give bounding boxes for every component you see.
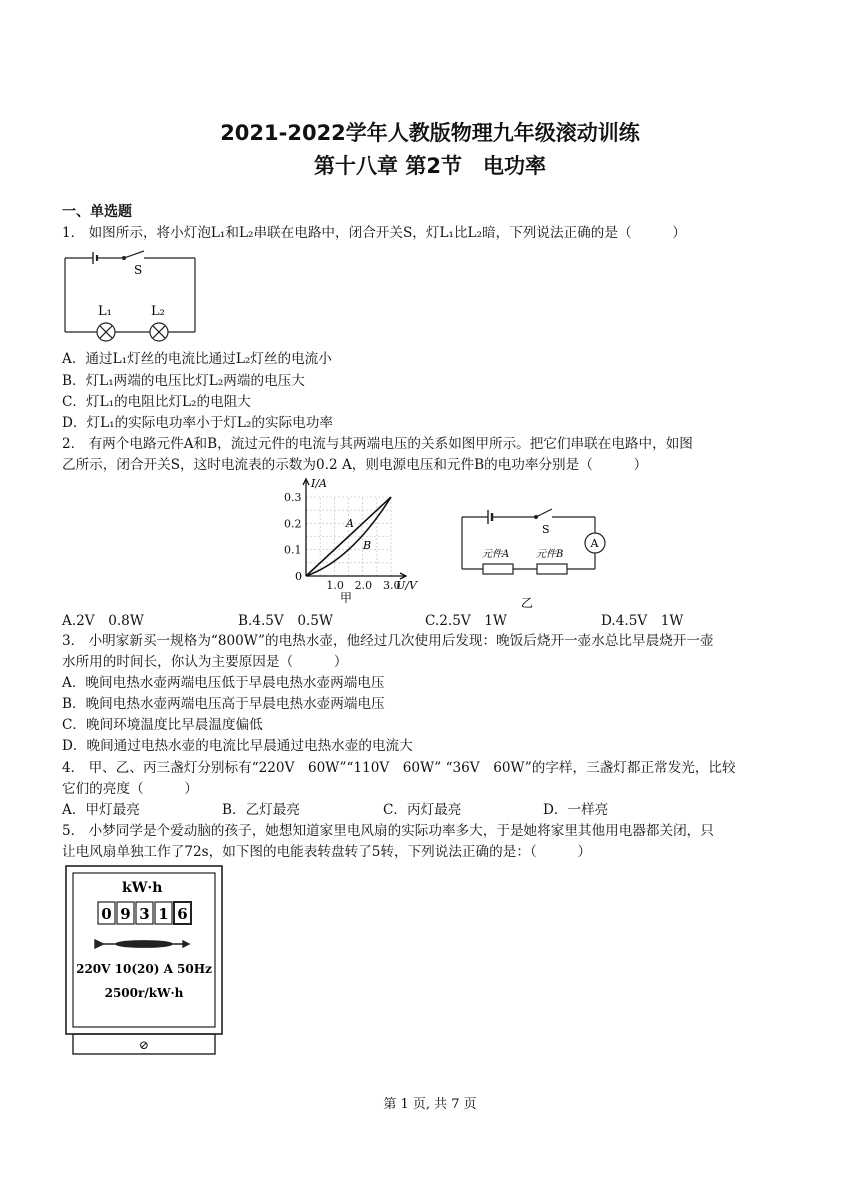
meter-digit: 9 <box>120 905 131 923</box>
y-tick-label: 0.2 <box>284 517 302 531</box>
page-footer: 第 1 页, 共 7 页 <box>383 1097 477 1112</box>
graph-caption: 甲 <box>340 591 353 605</box>
q1-option-a: A．通过L₁灯丝的电流比通过L₂灯丝的电流小 <box>62 351 332 367</box>
graph-origin-label: 0 <box>295 570 302 583</box>
meter-digit: 3 <box>139 905 150 923</box>
q4-option-a: A．甲灯最亮 <box>62 802 140 818</box>
circuit2-caption: 乙 <box>521 596 534 610</box>
q4-stem-line2: 它们的亮度（ ） <box>62 781 198 797</box>
q1-option-c: C．灯L₁的电阻比灯L₂的电阻大 <box>62 394 251 410</box>
q1-l2-label: L₂ <box>151 304 165 319</box>
q4-stem-line1: 4． 甲、乙、丙三盏灯分别标有“220V 60W”“110V 60W” “36V 60W”的字样，三盏灯都正常发光，比较 <box>62 760 736 776</box>
circuit2-element-a-label: 元件A <box>482 549 510 560</box>
q2-option-a: A.2V 0.8W <box>62 613 144 629</box>
meter-digit: 0 <box>101 905 112 923</box>
q5-energy-meter <box>64 864 224 1056</box>
q1-option-d: D．灯L₁的实际电功率小于灯L₂的实际电功率 <box>62 415 333 431</box>
section-heading: 一、单选题 <box>62 204 132 220</box>
circuit2-ammeter-label: A <box>590 537 599 550</box>
q3-stem-line2: 水所用的时间长，你认为主要原因是（ ） <box>62 654 348 670</box>
q5-stem-line2: 让电风扇单独工作了72s，如下图的电能表转盘转了5转，下列说法正确的是：（ ） <box>62 844 592 860</box>
q2-iu-graph <box>278 476 428 608</box>
q2-stem-line1: 2． 有两个电路元件A和B，流过元件的电流与其两端电压的关系如图甲所示。把它们串联在电路中，如图 <box>62 436 693 452</box>
q4-option-c: C．丙灯最亮 <box>383 802 462 818</box>
graph-curve-a-label: A <box>346 517 354 530</box>
q4-option-b: B．乙灯最亮 <box>222 802 300 818</box>
doc-title-line2: 第十八章 第2节 电功率 <box>314 154 546 178</box>
q3-option-a: A．晚间电热水壶两端电压低于早晨电热水壶两端电压 <box>62 675 385 691</box>
meter-unit: kW·h <box>122 880 163 896</box>
x-tick-label: 3.0 <box>383 579 401 592</box>
doc-title-line1: 2021-2022学年人教版物理九年级滚动训练 <box>220 121 640 145</box>
x-tick-label: 1.0 <box>326 579 344 592</box>
meter-digit: 1 <box>158 905 169 923</box>
q1-option-b: B．灯L₁两端的电压比灯L₂两端的电压大 <box>62 373 305 389</box>
y-tick-label: 0.1 <box>284 543 302 557</box>
x-tick-label: 2.0 <box>354 579 373 592</box>
q3-option-d: D．晚间通过电热水壶的电流比早晨通过电热水壶的电流大 <box>62 738 413 754</box>
meter-spec: 220V 10(20) A 50Hz <box>76 962 212 976</box>
meter-digit: 6 <box>177 905 188 923</box>
q2-stem-line2: 乙所示，闭合开关S，这时电流表的示数为0.2 A，则电源电压和元件B的电功率分别是（ ） <box>62 457 648 473</box>
q2-series-circuit <box>455 505 615 611</box>
meter-screw-icon: ⊘ <box>138 1038 150 1052</box>
q3-option-c: C．晚间环境温度比早晨温度偏低 <box>62 717 263 733</box>
q5-stem-line1: 5． 小梦同学是个爱动脑的孩子，她想知道家里电风扇的实际功率多大，于是她将家里其他用电器都关闭，只 <box>62 823 714 839</box>
circuit2-switch-label: S <box>542 523 550 536</box>
graph-x-axis-label: U/V <box>396 579 417 592</box>
q3-stem-line1: 3． 小明家新买一规格为“800W”的电热水壶，他经过几次使用后发现：晚饭后烧开一壶水总比早晨烧开一壶 <box>62 633 714 649</box>
q2-option-b: B.4.5V 0.5W <box>238 613 333 629</box>
q3-option-b: B．晚间电热水壶两端电压高于早晨电热水壶两端电压 <box>62 696 385 712</box>
q1-circuit-figure <box>60 250 200 348</box>
q4-option-d: D．一样亮 <box>543 802 609 818</box>
q2-option-c: C.2.5V 1W <box>425 613 507 629</box>
q1-switch-label: S <box>134 263 143 277</box>
q2-option-d: D.4.5V 1W <box>601 613 684 629</box>
graph-curve-b-label: B <box>363 539 372 552</box>
graph-y-axis-label: I/A <box>311 477 327 490</box>
q1-l1-label: L₁ <box>98 304 112 319</box>
q1-stem: 1． 如图所示，将小灯泡L₁和L₂串联在电路中，闭合开关S，灯L₁比L₂暗，下列说法正确的是（ ） <box>62 225 686 241</box>
y-tick-label: 0.3 <box>284 491 302 504</box>
circuit2-element-b-label: 元件B <box>536 549 564 560</box>
meter-rate: 2500r/kW·h <box>104 986 184 1000</box>
